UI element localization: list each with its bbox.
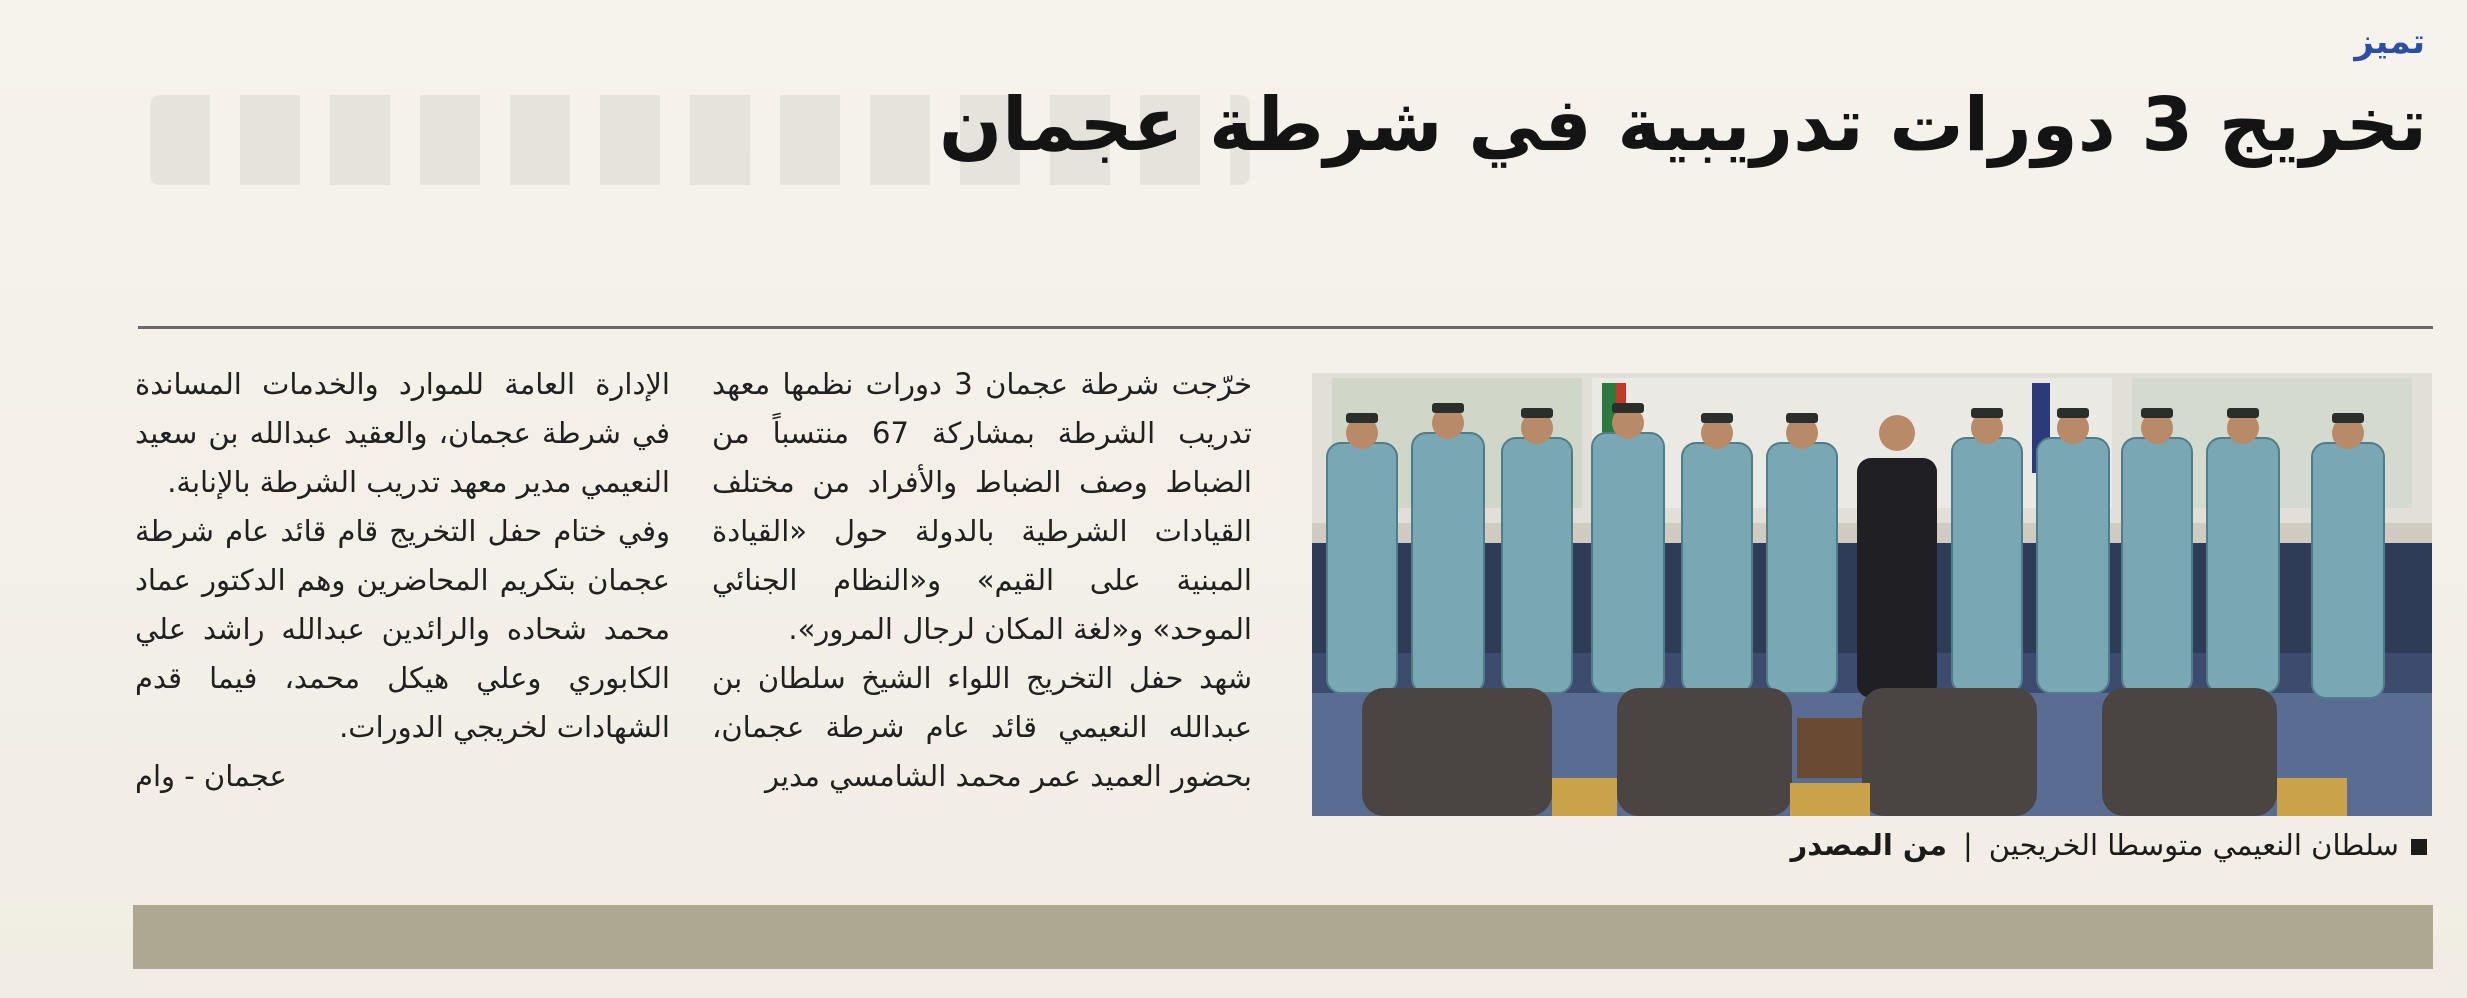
photo-credit: من المصدر	[1790, 828, 1947, 862]
caption-separator: |	[1962, 828, 1973, 862]
paragraph: خرّجت شرطة عجمان 3 دورات نظمها معهد تدريب الشرطة بمشاركة 67 منتسباً من الضباط وصف الضباط والأفراد من مختلف القيادات الشرطية بالدولة حول «القيادة المبنية على القيم» و«النظام الجنائي الموحد» و«لغة المكان لرجال المرور».	[712, 367, 1252, 646]
article-column-left	[135, 360, 670, 801]
paragraph: وفي ختام حفل التخريج قام قائد عام شرطة عجمان بتكريم المحاضرين وهم الدكتور عماد محمد شحاده والرائدين عبدالله راشد علي الكابوري وعلي هيكل محمد، فيما قدم الشهادات لخريجي الدورات.	[135, 514, 670, 744]
section-tag: تميز	[2354, 22, 2425, 62]
photo-illustration	[1312, 373, 2432, 816]
paragraph: الإدارة العامة للموارد والخدمات المساندة في شرطة عجمان، والعقيد عبدالله بن سعيد النعيمي مدير معهد تدريب الشرطة بالإنابة.	[135, 367, 670, 499]
graduation-photo	[1312, 373, 2432, 816]
article-column-right	[712, 360, 1252, 801]
caption-text: سلطان النعيمي متوسطا الخريجين	[1988, 828, 2399, 862]
bottom-band	[133, 905, 2433, 969]
square-bullet-icon	[2411, 839, 2427, 855]
photo-caption	[1791, 828, 2427, 862]
headline: تخريج 3 دورات تدريبية في شرطة عجمان	[938, 82, 2427, 168]
headline-divider	[138, 326, 2433, 329]
paragraph: شهد حفل التخريج اللواء الشيخ سلطان بن عبدالله النعيمي قائد عام شرطة عجمان، بحضور العميد عمر محمد الشامسي مدير	[712, 661, 1252, 793]
dateline: عجمان - وام	[135, 759, 287, 793]
